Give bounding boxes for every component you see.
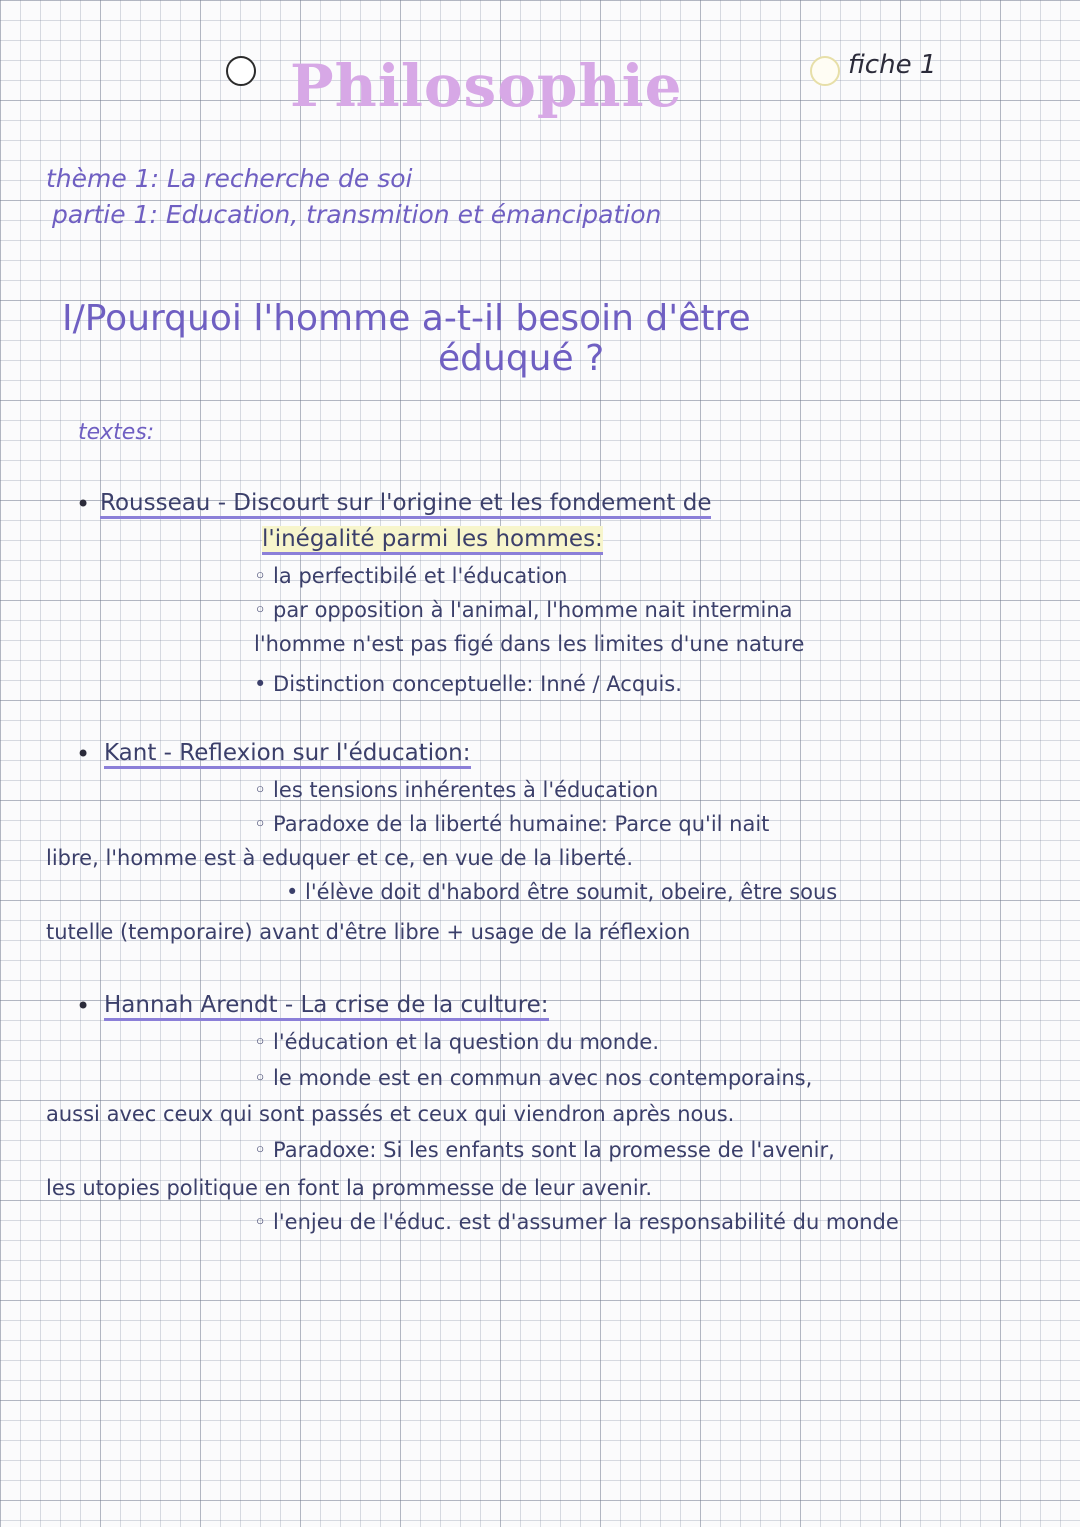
rousseau-bullet: • — [76, 490, 91, 518]
rousseau-line-3: l'homme n'est pas figé dans les limites d'une nature — [254, 632, 805, 656]
kant-line-1: ◦ les tensions inhérentes à l'éducation — [254, 778, 659, 802]
fiche-number: fiche 1 — [848, 50, 937, 80]
arendt-title: Hannah Arendt - La crise de la culture: — [104, 992, 549, 1021]
rousseau-line-2: ◦ par opposition à l'animal, l'homme nait intermina — [254, 598, 793, 622]
rousseau-title-cont — [262, 526, 603, 555]
binder-hole-left — [226, 56, 256, 86]
rousseau-title: Rousseau - Discourt sur l'origine et les fondement de — [100, 490, 711, 519]
arendt-bullet: • — [76, 992, 91, 1020]
arendt-line-5: les utopies politique en font la prommesse de leur avenir. — [46, 1176, 653, 1200]
arendt-line-1: ◦ l'éducation et la question du monde. — [254, 1030, 660, 1054]
partie-line: partie 1: Education, transmition et émancipation — [52, 200, 662, 229]
page-title: Philosophie — [290, 52, 683, 120]
rousseau-title-cont-text: l'inégalité parmi les hommes: — [262, 526, 603, 552]
section-heading: I/Pourquoi l'homme a-t-il besoin d'être — [62, 298, 751, 339]
kant-line-4: • l'élève doit d'habord être soumit, obeire, être sous — [286, 880, 838, 904]
kant-bullet: • — [76, 740, 91, 768]
textes-label: textes: — [78, 420, 155, 445]
theme-line: thème 1: La recherche de soi — [46, 164, 413, 193]
rousseau-line-1: ◦ la perfectibilé et l'éducation — [254, 564, 568, 588]
binder-hole-right — [810, 56, 840, 86]
kant-line-2: ◦ Paradoxe de la liberté humaine: Parce qu'il nait — [254, 812, 770, 836]
kant-title: Kant - Reflexion sur l'éducation: — [104, 740, 471, 769]
arendt-line-3: aussi avec ceux qui sont passés et ceux qui viendron après nous. — [46, 1102, 735, 1126]
arendt-line-6: ◦ l'enjeu de l'éduc. est d'assumer la responsabilité du monde — [254, 1210, 899, 1234]
kant-line-3: libre, l'homme est à eduquer et ce, en vue de la liberté. — [46, 846, 634, 870]
kant-line-5: tutelle (temporaire) avant d'être libre + usage de la réflexion — [46, 920, 691, 944]
section-heading-cont: éduqué ? — [438, 338, 605, 379]
arendt-line-2: ◦ le monde est en commun avec nos contemporains, — [254, 1066, 813, 1090]
rousseau-line-4: • Distinction conceptuelle: Inné / Acquis. — [254, 672, 682, 696]
arendt-line-4: ◦ Paradoxe: Si les enfants sont la promesse de l'avenir, — [254, 1138, 835, 1162]
